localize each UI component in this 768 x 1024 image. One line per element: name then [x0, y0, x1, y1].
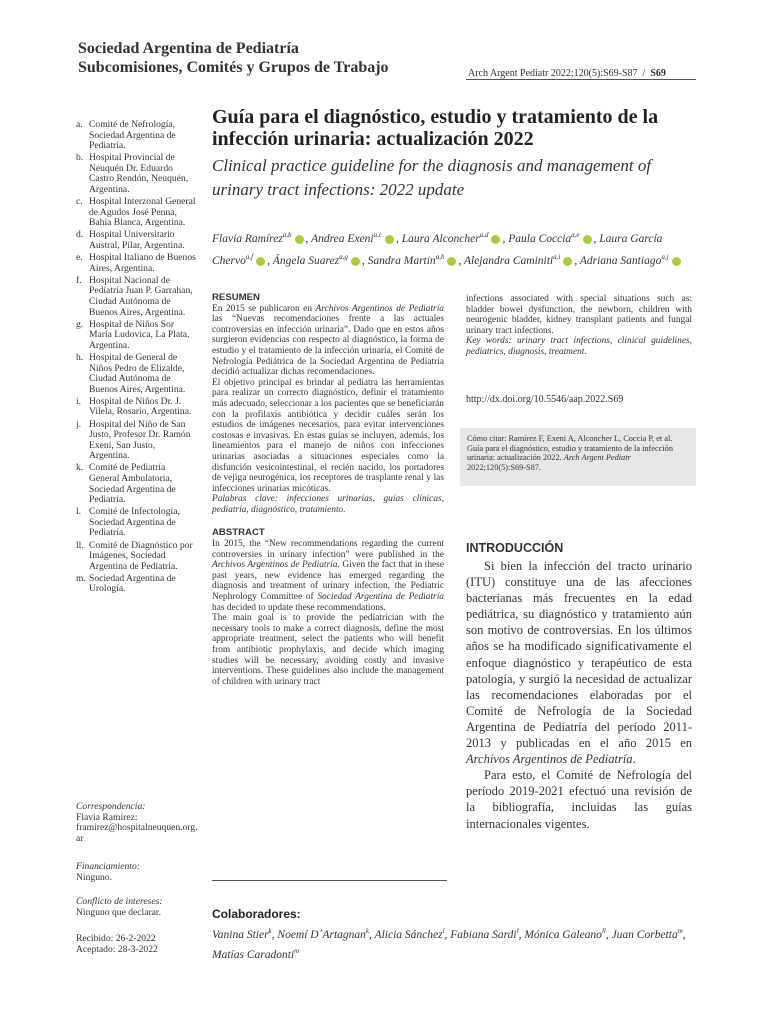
- author-name: Sandra Martin: [367, 254, 436, 267]
- affiliation-item: [76, 230, 196, 251]
- resumen-heading: RESUMEN: [212, 292, 260, 303]
- author-affiliation-marks: a,c: [373, 231, 382, 239]
- abstract-heading: ABSTRACT: [212, 527, 265, 539]
- affiliation-item: [76, 320, 196, 352]
- doi-link[interactable]: http://dx.doi.org/10.5546/aap.2022.S69: [466, 394, 624, 405]
- affiliation-letter: k.: [76, 462, 84, 474]
- affiliation-text: Comité de Pediatría General Ambulatoria, Sociedad Argentina de Pediatría.: [89, 462, 176, 506]
- intro-paragraph-1: Si bien la infección del tracto urinario (ITU) constituye una de las afecciones bacterianas más frecuentes en la edad pediátrica, su diagnóstico y tratamiento aún son motivo de controversias. En los últimos años se ha modificado significativamente el enfoque diagnóstico y terapéutico de esta patología, y surgió la necesidad de actualizar las recomendaciones elaboradas por el Comité de Nefrología de la Sociedad Argentina de Pediatría del período 2011-2013 y publicadas en el año 2015 en Archivos Argentinos de Pediatría.: [466, 559, 692, 767]
- collaborators-list: Vanina Stier$^k$, Noemí D´Artagnan$^k$, Alicia Sánchez$^l$, Fabiana Sardi$^l$, Mónica Galeano$^{ll}$, Juan Corbetta$^m$, Matías Caradonti$^m$: [212, 927, 686, 961]
- author-name: Alejandra Caminiti: [463, 254, 554, 267]
- accepted-date: Aceptado: 28-3-2022: [76, 943, 158, 955]
- orcid-icon[interactable]: [563, 257, 572, 266]
- journal-section: Subcomisiones, Comités y Grupos de Trabajo: [78, 59, 389, 76]
- resumen-keywords: Palabras clave: infecciones urinarias, guías clínicas, pediatría, diagnóstico, tratamiento.: [212, 494, 444, 515]
- affiliation-item: [76, 153, 196, 195]
- journal-society: Sociedad Argentina de Pediatría: [78, 40, 299, 57]
- intro-paragraph-2: Para esto, el Comité de Nefrología del período 2019-2021 efectuó una revisión de la bibliografía, incluidas las guías internacionales vigentes.: [466, 768, 692, 831]
- affiliation-letter: a.: [76, 119, 83, 130]
- funding-value: Ninguno.: [76, 871, 112, 883]
- funding-block: [76, 862, 201, 883]
- affiliation-text: Comité de Infectología, Sociedad Argentina de Pediatría.: [89, 506, 180, 539]
- collaborator-affiliation-mark: m: [294, 946, 300, 955]
- conflicts-block: [76, 897, 201, 918]
- orcid-icon[interactable]: [256, 257, 265, 266]
- received-date: Recibido: 26-2-2022: [76, 933, 156, 944]
- collaborator-affiliation-mark: k: [268, 927, 272, 935]
- affiliation-item: [76, 353, 196, 395]
- affiliation-text: Hospital de Niños Sor María Ludovica, La Plata, Argentina.: [89, 318, 190, 351]
- collaborator-name: Alicia Sánchez: [374, 928, 443, 941]
- collaborator-affiliation-mark: k: [365, 927, 369, 935]
- collaborator-name: Noemí D´Artagnan: [277, 928, 366, 941]
- affiliation-text: Hospital Provincial de Neuquén Dr. Eduardo Castro Rendón, Neuquén, Argentina.: [89, 152, 189, 196]
- affiliation-letter: h.: [76, 351, 84, 363]
- affiliation-item: [76, 276, 196, 318]
- intro-heading: INTRODUCCIÓN: [466, 541, 564, 555]
- affiliation-item: [76, 120, 196, 152]
- affiliation-letter: c.: [76, 196, 83, 208]
- author-affiliation-marks: a,e: [571, 231, 580, 239]
- orcid-icon[interactable]: [295, 235, 304, 244]
- author-name: Paula Coccia: [508, 232, 572, 245]
- orcid-icon[interactable]: [491, 235, 500, 244]
- author-name: Ángela Suarez: [272, 254, 340, 267]
- intro-body: [466, 558, 692, 832]
- cite-label: Cómo citar:: [467, 434, 507, 443]
- abstract-continuation: [466, 294, 692, 358]
- affiliation-text: Sociedad Argentina de Urología.: [89, 572, 176, 595]
- orcid-icon[interactable]: [583, 235, 592, 244]
- affiliation-list: [76, 120, 196, 597]
- affiliation-item: [76, 541, 196, 573]
- affiliation-text: Hospital Universitario Austral, Pilar, Argentina.: [89, 229, 185, 252]
- author-affiliation-marks: a,d: [479, 231, 489, 239]
- affiliation-letter: e.: [76, 252, 83, 264]
- author-affiliation-marks: a,g: [339, 252, 348, 261]
- collaborator-affiliation-mark: l: [442, 927, 445, 935]
- abstract-paragraph-2: The main goal is to provide the pediatrician with the necessary tools to make a correct diagnosis, define the most appropriate treatment, select the patients who will benefit from antibiotic prophylaxis, and decide which imaging studies will be necessary, avoiding costly and invasive interventions. These guidelines also include the management of children with urinary tract: [212, 613, 444, 687]
- affiliation-item: [76, 463, 196, 505]
- correspondence-name: Flavia Ramírez:: [76, 811, 138, 823]
- conflicts-label: Conflicto de intereses:: [76, 896, 163, 907]
- affiliation-letter: g.: [76, 318, 84, 330]
- header-rule: [466, 79, 696, 80]
- collaborator-name: Vanina Stier: [212, 928, 269, 941]
- cite-tail: 2022;120(5):S69-S87.: [467, 462, 541, 472]
- resumen-paragraph-2: El objetivo principal es brindar al pediatra las herramientas para realizar un correcto diagnóstico, definir el tratamiento más adecuado, seleccionar a los pacientes que se beneficiarán con la profilaxis antibiótica y decidir cuáles serán los estudios de imágenes necesarios, para evitar intervenciones costosas e invasivas. En estas guías se incluyen, además, los lineamientos para el manejo de niños con infecciones urinarias asociadas a situaciones especiales como la disfunción vesicointestinal, el recién nacido, los portadores de vejiga neurogénica, los receptores de trasplante renal y las infecciones urinarias micóticas.: [212, 377, 444, 494]
- affiliation-letter: b.: [76, 152, 84, 164]
- cite-box: [460, 428, 696, 486]
- resumen-paragraph-1: En 2015 se publicaron en Archivos Argentinos de Pediatría las “Nuevas recomendaciones frente a las actuales controversias en infección urinaria”. Dado que en estos años surgieron evidencias con respecto al diagnóstico, la forma de estudio y el tratamiento de la infección urinaria, el Comité de Nefrología Pediátrica de la Sociedad Argentina de Pediatría decidió actualizar dichas recomendaciones.: [212, 303, 444, 378]
- affiliation-text: Hospital Italiano de Buenos Aires, Argentina.: [89, 252, 196, 274]
- collaborator-affiliation-mark: l: [516, 927, 519, 935]
- affiliation-text: Comité de Nefrología, Sociedad Argentina de Pediatría.: [89, 119, 176, 152]
- affiliation-item: [76, 574, 196, 595]
- page-number: S69: [650, 68, 666, 79]
- affiliation-text: Hospital Interzonal General de Agudos José Penna, Bahía Blanca, Argentina.: [89, 196, 196, 229]
- author-name: Flavia Ramírez: [212, 232, 283, 245]
- affiliation-text: Comité de Diagnóstico por Imágenes, Sociedad Argentina de Pediatría.: [89, 539, 193, 572]
- dates-block: [76, 934, 201, 955]
- collaborator-name: Fabiana Sardi: [450, 928, 517, 941]
- orcid-icon[interactable]: [447, 257, 456, 266]
- collaborator-name: Juan Corbetta: [611, 928, 678, 941]
- affiliation-item: [76, 197, 196, 229]
- correspondence-block: [76, 802, 201, 844]
- abstract-paragraph-1: In 2015, the “New recommendations regarding the current controversies in urinary infection” were published in the Archivos Argentinos de Pediatría. Given the fact that in these past years, new evidence has emerged regarding the diagnosis and treatment of urinary infection, the Pediatric Nephrology Committee of Sociedad Argentina de Pediatría has decided to update these recommendations.: [212, 539, 444, 613]
- affiliation-item: [76, 397, 196, 418]
- journal-citation: [468, 68, 666, 79]
- article-title: Guía para el diagnóstico, estudio y tratamiento de la infección urinaria: actualización 2022: [212, 106, 659, 150]
- affiliation-text: Hospital de General de Niños Pedro de Elizalde, Ciudad Autónoma de Buenos Aires, Argentina.: [89, 351, 186, 395]
- collaborator-affiliation-mark: m: [677, 927, 683, 935]
- orcid-icon[interactable]: [385, 235, 394, 244]
- abstract-paragraph-2-cont: infections associated with special situations such as: bladder bowel dysfunction, the newborn, children with neurogenic bladder, kidney transplant patients and fungal urinary tract infections.: [466, 294, 692, 336]
- orcid-icon[interactable]: [351, 257, 360, 266]
- affiliation-letter: i.: [76, 395, 82, 407]
- author-affiliation-marks: a,b: [282, 231, 292, 239]
- affiliation-letter: ll.: [76, 539, 84, 551]
- affiliation-letter: f.: [76, 274, 82, 286]
- conflicts-value: Ninguno que declarar.: [76, 906, 161, 918]
- author-name: Adriana Santiago: [579, 254, 662, 267]
- affiliation-letter: j.: [76, 418, 82, 430]
- abstract-column: [212, 293, 444, 687]
- cite-text: Ramírez F, Exeni A, Alconcher L, Coccia P, et al. Guía para el diagnóstico, estudio y tratamiento de la infección urinaria: actualización 2022.: [467, 434, 673, 463]
- collaborators-heading: Colaboradores:: [212, 907, 301, 921]
- author-list: Flavia Ramírez$^{a,b}$ , Andrea Exeni$^{a,c}$ , Laura Alconcher$^{a,d}$ , Paula Coccia$^{a,e}$ , Laura García Chervo$^{a,f}$ , Ángela Suarez$^{a,g}$ , Sandra Martin$^{a,h}$ , Alejandra Caminiti$^{a,i}$ , Adriana Santiago$^{a,j}$: [212, 226, 692, 270]
- author-affiliation-marks: a,j: [661, 252, 669, 261]
- author-affiliation-marks: a,h: [435, 252, 445, 261]
- citation-text: Arch Argent Pediatr 2022;120(5):S69-S87: [468, 68, 638, 79]
- affiliation-letter: l.: [76, 506, 82, 518]
- collaborator-name: Mónica Galeano: [524, 928, 602, 941]
- author-affiliation-marks: a,i: [553, 252, 561, 261]
- orcid-icon[interactable]: [672, 257, 681, 266]
- funding-label: Financiamiento:: [76, 861, 140, 872]
- abstract-keywords: Key words: urinary tract infections, clinical guidelines, pediatrics, diagnosis, treatment.: [466, 336, 692, 357]
- collaborator-affiliation-mark: ll: [601, 927, 606, 935]
- affiliation-text: Hospital de Niños Dr. J. Vilela, Rosario, Argentina.: [89, 395, 192, 418]
- affiliation-text: Hospital Nacional de Pediatría Juan P. Garrahan, Ciudad Autónoma de Buenos Aires, Argentina.: [89, 274, 193, 318]
- affiliation-letter: d.: [76, 229, 84, 241]
- affiliation-item: [76, 253, 196, 274]
- article-subtitle: Clinical practice guideline for the diagnosis and management of urinary tract infections: 2022 update: [212, 156, 652, 199]
- correspondence-label: Correspondencia:: [76, 801, 146, 812]
- affiliation-text: Hospital del Niño de San Justo, Profesor Dr. Ramón Exeni, San Justo, Argentina.: [89, 418, 191, 462]
- citation-separator: /: [640, 68, 648, 79]
- affiliation-item: [76, 420, 196, 462]
- author-name: Andrea Exeni: [311, 232, 374, 245]
- author-name: Laura Alconcher: [401, 232, 480, 245]
- collaborators-rule: [212, 880, 447, 881]
- cite-journal: Arch Argent Pediatr: [563, 453, 631, 463]
- affiliation-item: [76, 507, 196, 539]
- correspondence-email[interactable]: framirez@hospitalneuquen.org.ar: [76, 822, 198, 844]
- author-name: Laura García Chervo: [212, 232, 663, 267]
- affiliation-letter: m.: [76, 572, 86, 584]
- author-affiliation-marks: a,f: [245, 252, 254, 261]
- collaborator-name: Matías Caradonti: [212, 948, 295, 961]
